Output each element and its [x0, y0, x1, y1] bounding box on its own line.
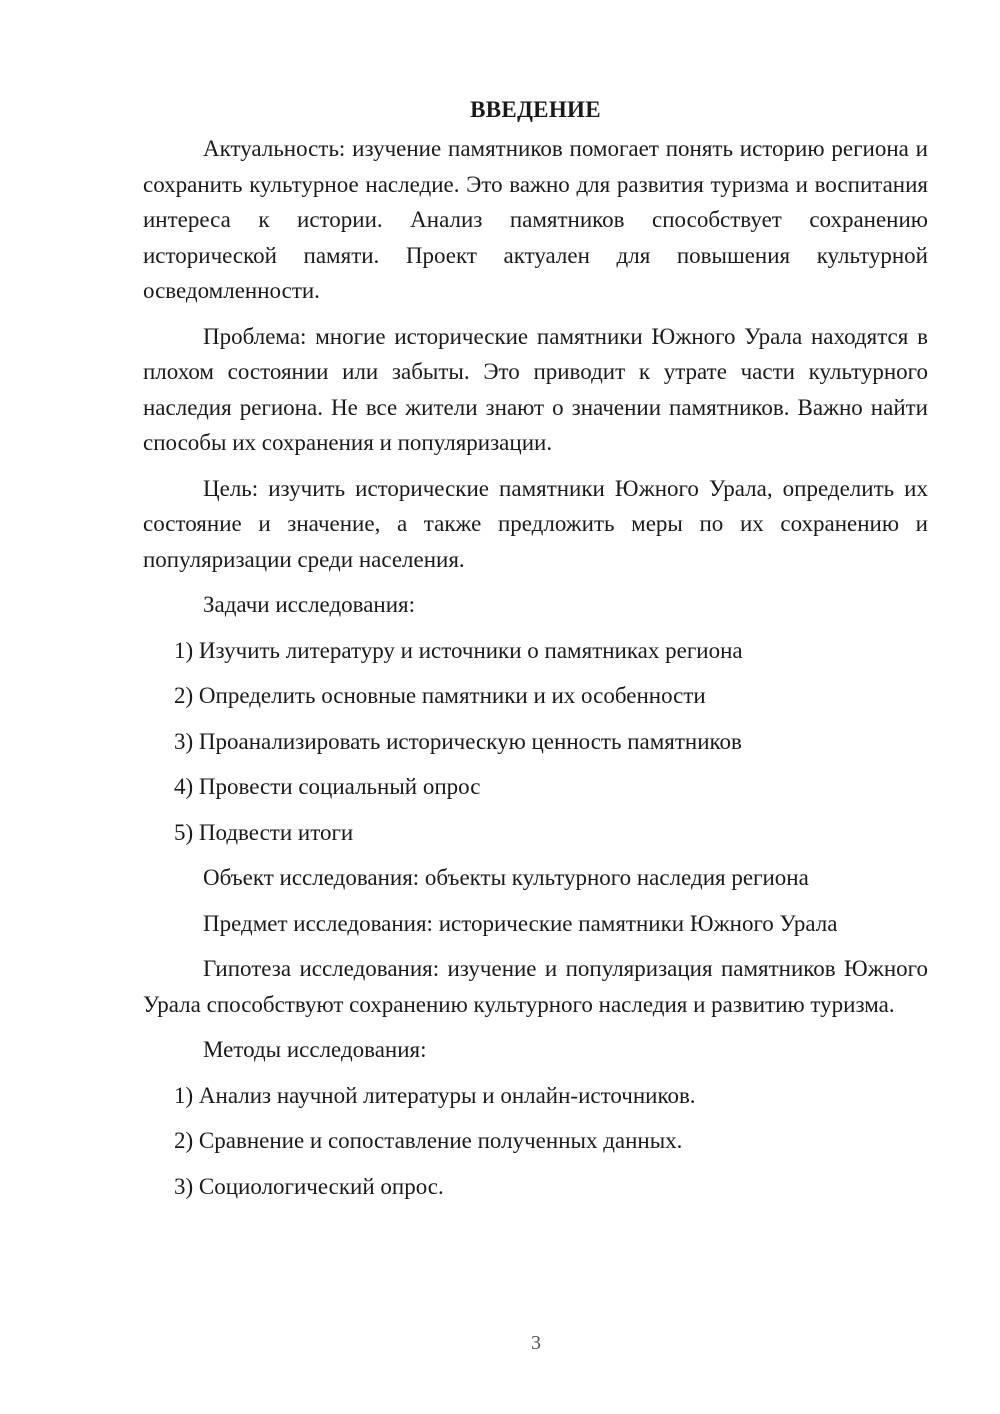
goal-paragraph: Цель: изучить исторические памятники Южного Урала, определить их состояние и значение, а также предложить меры по их сохранению и популяризации среди населения. [143, 475, 928, 572]
tasks-heading: Задачи исследования: [203, 592, 416, 617]
tasks-list [143, 633, 928, 851]
hypothesis-paragraph: Гипотеза исследования: изучение и популяризация памятников Южного Урала способствуют сохранению культурного наследия и развитию туризма. [143, 956, 928, 1017]
method-item: 2) Сравнение и сопоставление полученных данных. [174, 1128, 683, 1153]
method-item: 1) Анализ научной литературы и онлайн-источников. [174, 1082, 696, 1108]
object-paragraph: Объект исследования: объекты культурного наследия региона [203, 865, 809, 890]
section-title: ВВЕДЕНИЕ [470, 97, 601, 122]
subject-paragraph: Предмет исследования: исторические памятники Южного Урала [203, 910, 838, 936]
task-item: 4) Провести социальный опрос [174, 774, 481, 799]
methods-heading: Методы исследования: [203, 1037, 427, 1062]
task-item: 2) Определить основные памятники и их особенности [174, 683, 706, 708]
task-item: 3) Проанализировать историческую ценность памятников [174, 728, 742, 754]
methods-list [143, 1078, 928, 1205]
document-page [143, 92, 928, 1214]
task-item: 5) Подвести итоги [174, 819, 354, 845]
task-item: 1) Изучить литературу и источники о памятниках региона [174, 637, 743, 663]
relevance-paragraph: Актуальность: изучение памятников помогает понять историю региона и сохранить культурное наследие. Это важно для развития туризма и воспитания интереса к истории. Анализ памятников способствует сохранению исторической памяти. Проект актуален для повышения культурной осведомленности. [143, 136, 928, 303]
method-item: 3) Социологический опрос. [174, 1173, 444, 1199]
page-number: 3 [531, 1332, 541, 1354]
problem-paragraph: Проблема: многие исторические памятники Южного Урала находятся в плохом состоянии или забыты. Это приводит к утрате части культурного наследия региона. Не все жители знают о значении памятников. Важно найти способы их сохранения и популяризации. [143, 323, 928, 455]
